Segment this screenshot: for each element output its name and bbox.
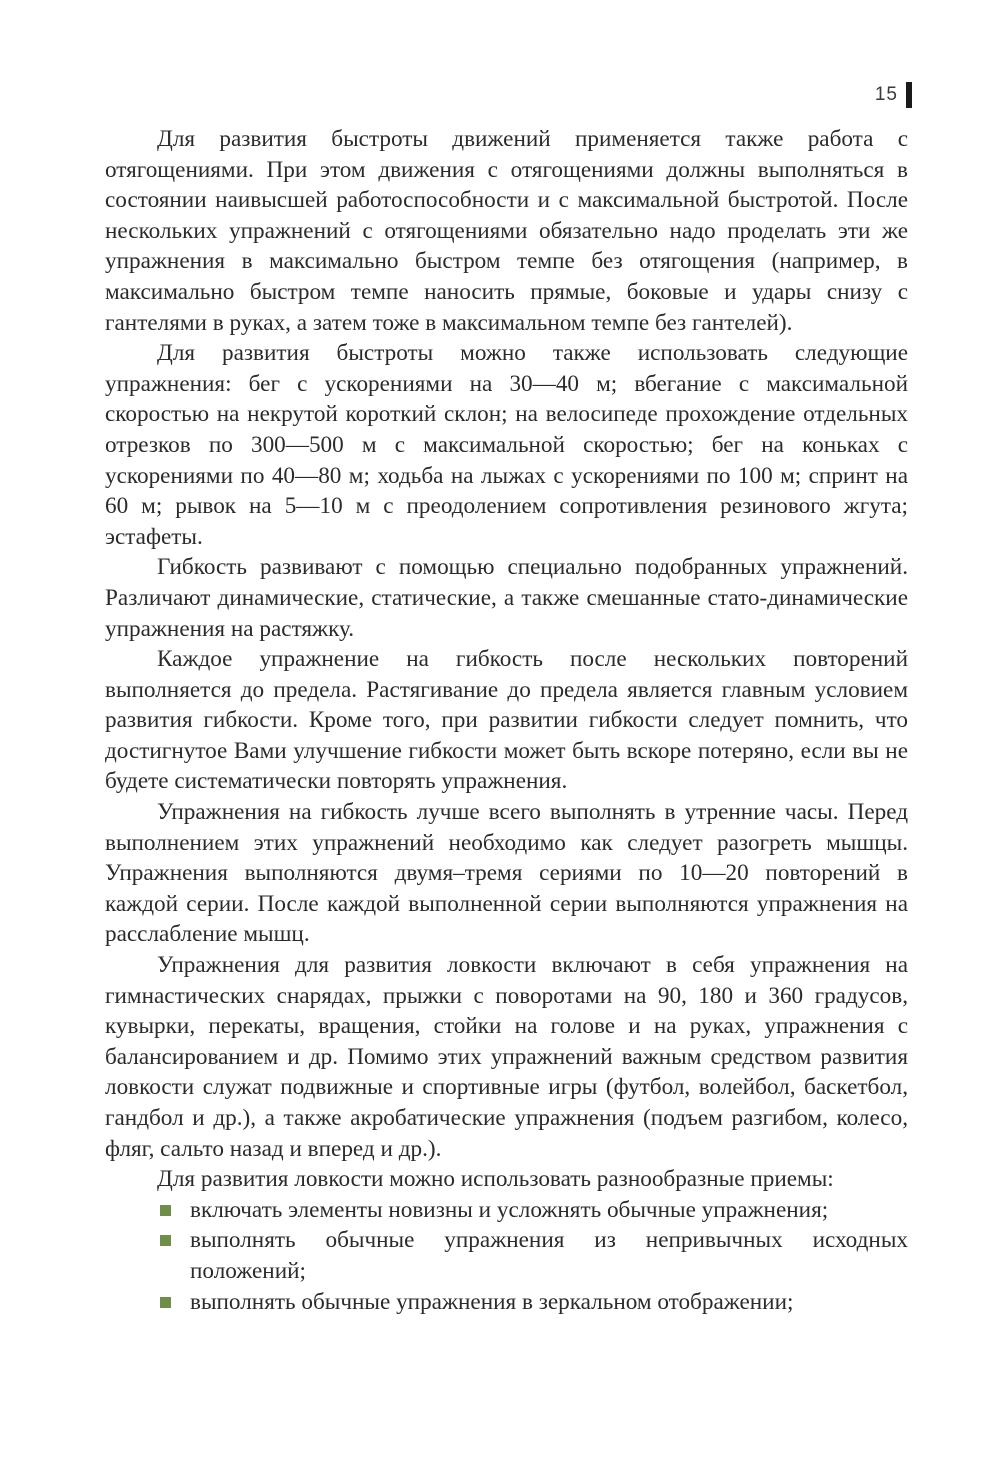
- square-bullet-icon: [160, 1235, 171, 1246]
- list-item: [105, 1287, 908, 1318]
- list-item-text: выполнять обычные упражнения из непривычных исходных положений;: [190, 1227, 908, 1284]
- list-item-text: выполнять обычные упражнения в зеркальном отображении;: [190, 1288, 794, 1315]
- list-item-text: включать элементы новизны и усложнять обычные упражнения;: [190, 1196, 829, 1223]
- page-body: [105, 124, 908, 1317]
- square-bullet-icon: [160, 1297, 171, 1308]
- square-bullet-icon: [160, 1205, 171, 1216]
- paragraph-speed-weights: Для развития быстроты движений применяется также работа с отягощениями. При этом движения с отягощениями должны выполняться в состоянии наивысшей работоспособности и с максимальной быстротой. После нескольких упражнений с отягощениями обязательно надо проделать эти же упражнения в максимально быстром темпе без отягощения (например, в максимально быстром темпе наносить прямые, боковые и удары снизу с гантелями в руках, а затем тоже в максимальном темпе без гантелей).: [105, 126, 908, 336]
- page-number-bar: [906, 82, 912, 108]
- paragraph-flexibility-limit: Каждое упражнение на гибкость после нескольких повторений выполняется до предела. Растягивание до предела является главным условием развития гибкости. Кроме того, при развитии гибкости следует помнить, что достигнутое Вами улучшение гибкости может быть вскоре потеряно, если вы не будете систематически повторять упражнения.: [105, 646, 908, 795]
- paragraph-flexibility-intro: Гибкость развивают с помощью специально подобранных упражнений. Различают динамические, статические, а также смешанные стато-динамические упражнения на растяжку.: [105, 554, 908, 642]
- page-header: [875, 82, 912, 108]
- paragraph-flexibility-schedule: Упражнения на гибкость лучше всего выполнять в утренние часы. Перед выполнением этих упражнений необходимо как следует разогреть мышцы. Упражнения выполняются двумя–тремя сериями по 10—20 повторений в каждой серии. После каждой выполненной серии выполняются упражнения на расслабление мышц.: [105, 799, 908, 948]
- agility-techniques-list: [105, 1195, 908, 1317]
- paragraph-agility-exercises: Упражнения для развития ловкости включают в себя упражнения на гимнастических снарядах, прыжки с поворотами на 90, 180 и 360 градусов, кувырки, перекаты, вращения, стойки на голове и на руках, упражнения с балансированием и др. Помимо этих упражнений важным средством развития ловкости служат подвижные и спортивные игры (футбол, волейбол, баскетбол, гандбол и др.), а также акробатические упражнения (подъем разгибом, колесо, фляг, сальто назад и вперед и др.).: [105, 952, 908, 1162]
- list-item: [105, 1195, 908, 1226]
- page-number: 15: [874, 84, 898, 105]
- list-item: [105, 1225, 908, 1286]
- paragraph-speed-exercises: Для развития быстроты можно также использовать следующие упражнения: бег с ускорениями на 30—40 м; вбегание с максимальной скоростью на некрутой короткий склон; на велосипеде прохождение отдельных отрезков по 300—500 м с максимальной скоростью; бег на коньках с ускорениями по 40—80 м; ходьба на лыжах с ускорениями по 100 м; спринт на 60 м; рывок на 5—10 м с преодолением сопротивления резинового жгута; эстафеты.: [105, 340, 908, 550]
- paragraph-agility-techniques: Для развития ловкости можно использовать разнообразные приемы:: [157, 1166, 834, 1193]
